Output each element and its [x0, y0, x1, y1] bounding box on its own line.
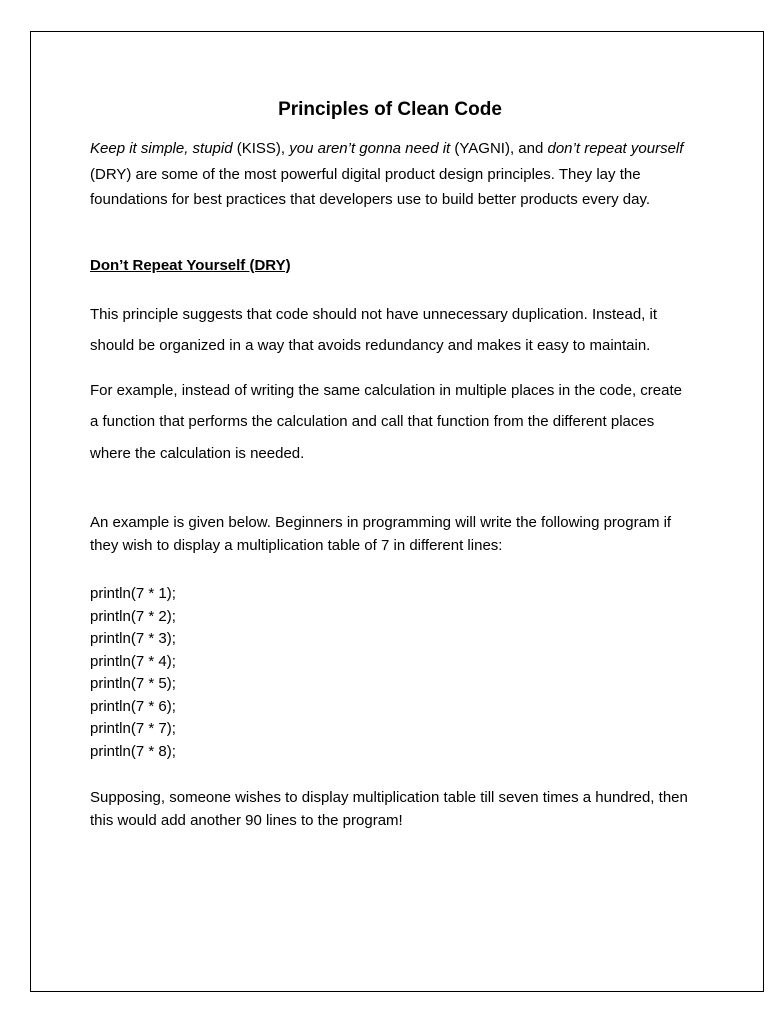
code-line: println(7 * 4); [90, 652, 176, 670]
code-line: println(7 * 6); [90, 697, 176, 715]
kiss-abbr: (KISS), [232, 140, 290, 157]
kiss-term: Keep it simple, stupid [90, 140, 233, 157]
paragraph-closing: Supposing, someone wishes to display multiplication table till seven times a hundred, then this would add another 90 lines to the program! [90, 789, 688, 829]
code-line: println(7 * 1); [90, 585, 176, 602]
code-line: println(7 * 3); [90, 630, 176, 647]
code-line: println(7 * 2); [90, 607, 176, 625]
intro-paragraph [90, 136, 690, 213]
section-heading-dry: Don’t Repeat Yourself (DRY) [90, 256, 291, 274]
code-line: println(7 * 7); [90, 720, 176, 737]
code-line: println(7 * 5); [90, 675, 176, 692]
code-block [90, 583, 690, 763]
paragraph-principle: This principle suggests that code should not have unnecessary duplication. Instead, it should be organized in a way that avoids redundancy and makes it easy to maintain. [90, 305, 658, 354]
intro-rest: (DRY) are some of the most powerful digital product design principles. They lay the foundations for best practices that developers use to build better products every day. [90, 165, 651, 208]
paragraph-example: For example, instead of writing the same calculation in multiple places in the code, create a function that performs the calculation and call that function from the different places where the calculation is needed. [90, 381, 682, 462]
document-title: Principles of Clean Code [278, 99, 502, 120]
code-line: println(7 * 8); [90, 742, 176, 760]
paragraph-example-intro: An example is given below. Beginners in programming will write the following program if they wish to display a multiplication table of 7 in different lines: [90, 514, 672, 554]
dry-term: don’t repeat yourself [547, 140, 684, 157]
yagni-abbr: (YAGNI), and [450, 140, 548, 157]
yagni-term: you aren’t gonna need it [289, 140, 451, 157]
document-page [30, 31, 764, 992]
document-content [90, 96, 690, 832]
